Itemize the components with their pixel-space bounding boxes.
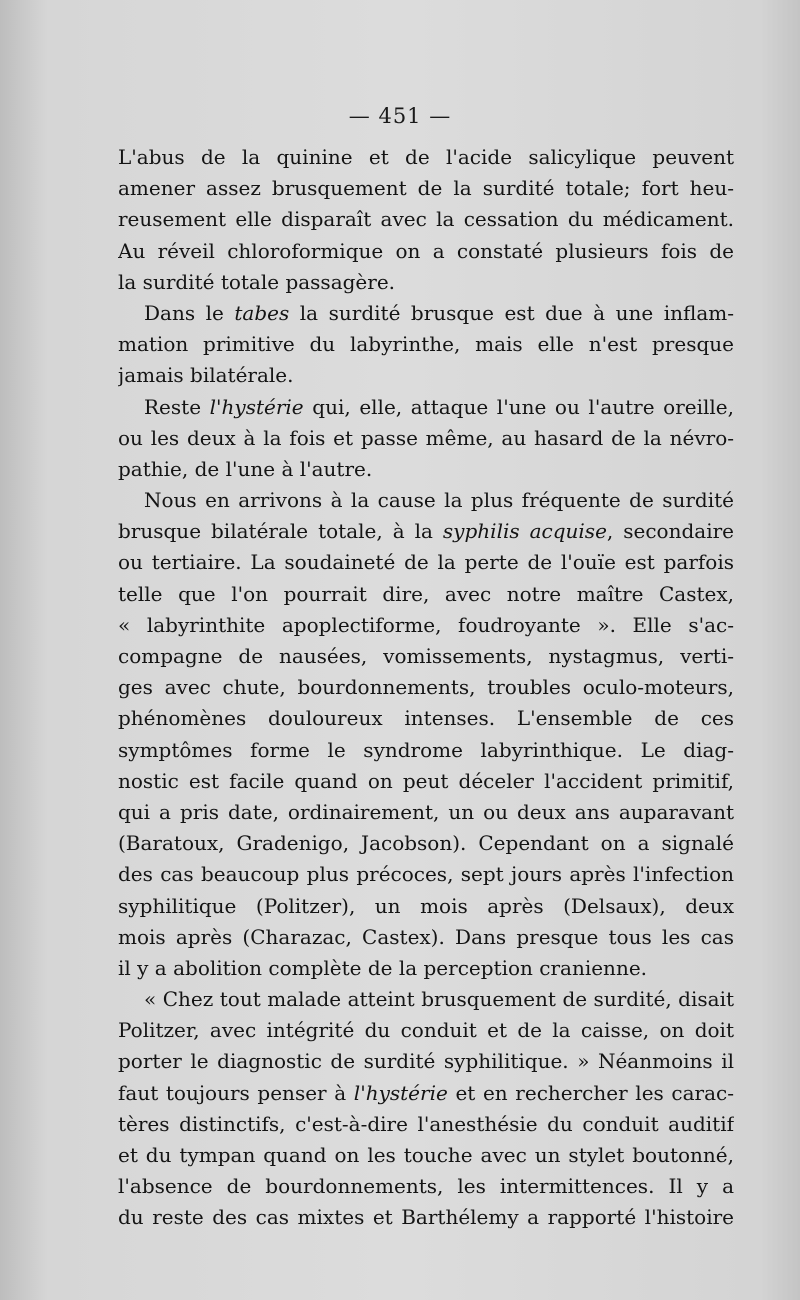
- text-line: Nous en arrivons à la cause la plus fréquente de surdité: [144, 488, 734, 513]
- text-line: des cas beaucoup plus précoces, sept jours après l'infection: [118, 862, 734, 887]
- text-line: Au réveil chloroformique on a constaté plusieurs fois de: [118, 238, 734, 263]
- italic-term: l'hystérie: [209, 394, 304, 419]
- text-line: porter le diagnostic de surdité syphilitique. » Néanmoins il: [118, 1049, 734, 1074]
- text-line: symptômes forme le syndrome labyrinthique. Le diag-: [118, 737, 734, 762]
- italic-term: syphilis acquise: [442, 519, 607, 544]
- text-line: mois après (Charazac, Castex). Dans presque tous les cas: [118, 924, 734, 949]
- italic-term: tabes: [234, 300, 290, 325]
- text-line: et du tympan quand on les touche avec un stylet boutonné,: [118, 1143, 734, 1167]
- text-line: tères distinctifs, c'est-à-dire l'anesthésie du conduit auditif: [118, 1111, 734, 1136]
- text-line: ges avec chute, bourdonnements, troubles oculo-moteurs,: [118, 675, 734, 700]
- text-line: reusement elle disparaît avec la cessation du médicament.: [118, 207, 734, 232]
- text-line: la surdité totale passagère.: [118, 269, 396, 294]
- page-number: — 451 —: [348, 104, 452, 128]
- text-line: phénomènes douloureux intenses. L'ensemble de ces: [118, 706, 734, 731]
- text-line: jamais bilatérale.: [118, 363, 294, 388]
- text-line: pathie, de l'une à l'autre.: [118, 456, 373, 481]
- text-line: Reste l'hystérie qui, elle, attaque l'une ou l'autre oreille,: [144, 394, 734, 419]
- text-line: Dans le tabes la surdité brusque est due à une inflam-: [144, 300, 734, 325]
- text-line: ou tertiaire. La soudaineté de la perte de l'ouïe est parfois: [118, 550, 734, 575]
- text-line: du reste des cas mixtes et Barthélemy a rapporté l'histoire: [118, 1205, 734, 1230]
- text-line: « Chez tout malade atteint brusquement de surdité, disait: [144, 987, 734, 1012]
- text-line: compagne de nausées, vomissements, nystagmus, verti-: [118, 644, 734, 668]
- text-line: (Baratoux, Gradenigo, Jacobson). Cependant on a signalé: [118, 831, 734, 856]
- text-line: il y a abolition complète de la perception cranienne.: [118, 955, 648, 980]
- text-line: L'abus de la quinine et de l'acide salicylique peuvent: [118, 145, 734, 169]
- text-line: mation primitive du labyrinthe, mais elle n'est presque: [118, 332, 734, 357]
- text-line: nostic est facile quand on peut déceler l'accident primitif,: [118, 768, 734, 793]
- italic-term: l'hystérie: [353, 1080, 448, 1105]
- text-line: telle que l'on pourrait dire, avec notre maître Castex,: [118, 581, 734, 606]
- text-line: brusque bilatérale totale, à la syphilis acquise, secondaire: [118, 519, 734, 544]
- text-line: Politzer, avec intégrité du conduit et de la caisse, on doit: [118, 1018, 734, 1043]
- text-line: qui a pris date, ordinairement, un ou deux ans auparavant: [118, 799, 734, 824]
- text-line: l'absence de bourdonnements, les intermittences. Il y a: [118, 1174, 734, 1199]
- text-line: faut toujours penser à l'hystérie et en rechercher les carac-: [118, 1080, 734, 1105]
- body-text: [118, 142, 734, 1234]
- text-line: ou les deux à la fois et passe même, au hasard de la névro-: [118, 425, 734, 450]
- text-line: syphilitique (Politzer), un mois après (Delsaux), deux: [118, 893, 734, 918]
- text-line: amener assez brusquement de la surdité totale; fort heu-: [118, 176, 734, 201]
- text-line: « labyrinthite apoplectiforme, foudroyante ». Elle s'ac-: [118, 612, 734, 637]
